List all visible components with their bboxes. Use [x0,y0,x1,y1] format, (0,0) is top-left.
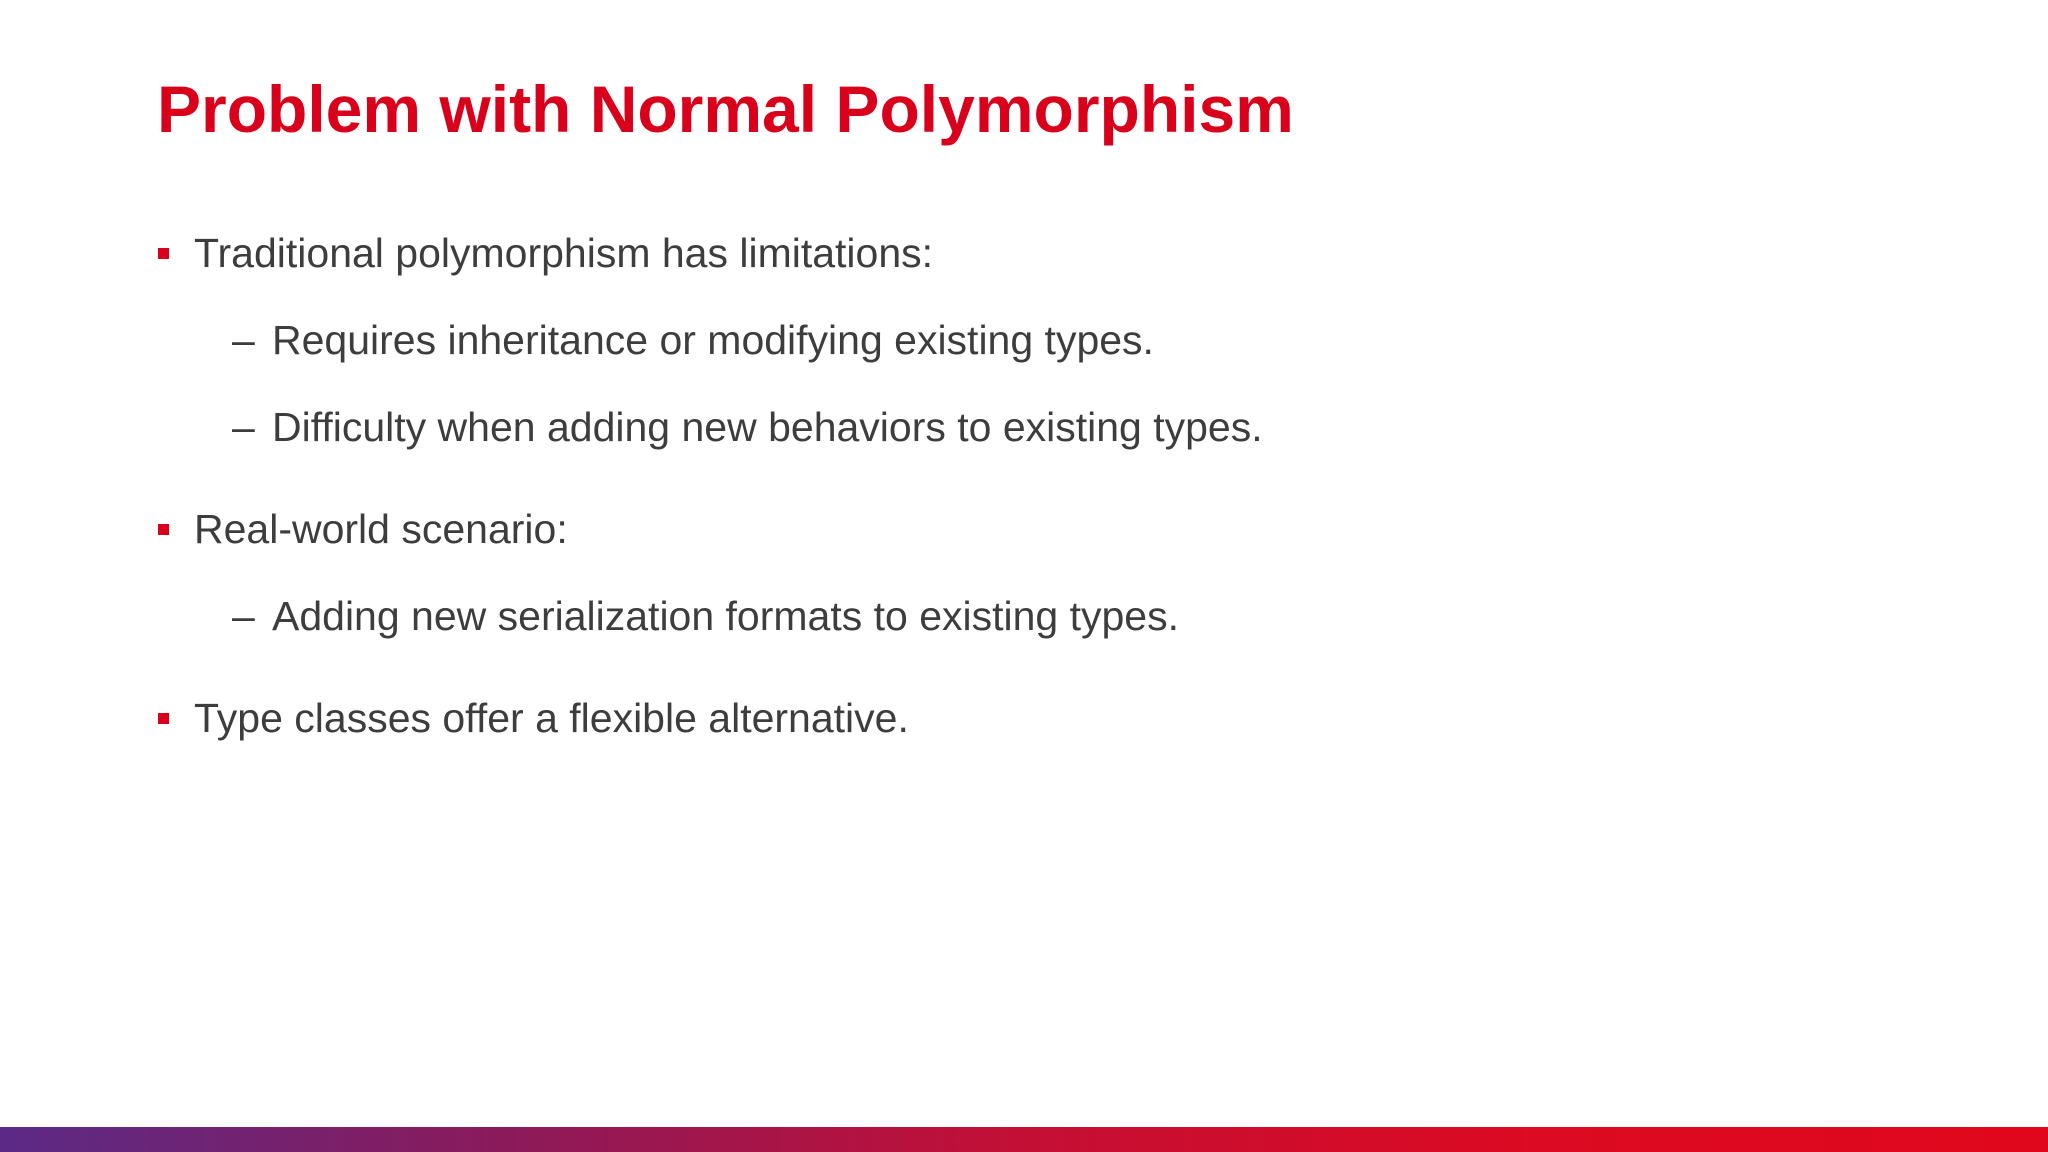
sub-bullet-item [232,315,1154,365]
dash-marker: – [232,593,255,639]
bullet-item [194,504,568,554]
sub-bullet-text: Adding new serialization formats to existing types. [272,593,1180,639]
bullet-marker-icon [158,524,169,535]
bullet-text: Traditional polymorphism has limitations: [194,230,934,276]
bullet-text: Type classes offer a flexible alternative. [194,695,909,741]
dash-marker: – [232,404,255,450]
sub-bullet-text: Difficulty when adding new behaviors to existing types. [272,404,1263,450]
sub-bullet-item [232,402,1263,452]
slide-title: Problem with Normal Polymorphism [157,72,1294,146]
dash-marker: – [232,317,255,363]
sub-bullet-text: Requires inheritance or modifying existing types. [272,317,1154,363]
bullet-marker-icon [158,713,169,724]
bullet-text: Real-world scenario: [194,506,568,552]
sub-bullet-item [232,591,1179,641]
bullet-marker-icon [158,248,169,259]
bullet-item [194,693,909,743]
bullet-item [194,228,933,278]
bottom-gradient-bar [0,1127,2048,1152]
